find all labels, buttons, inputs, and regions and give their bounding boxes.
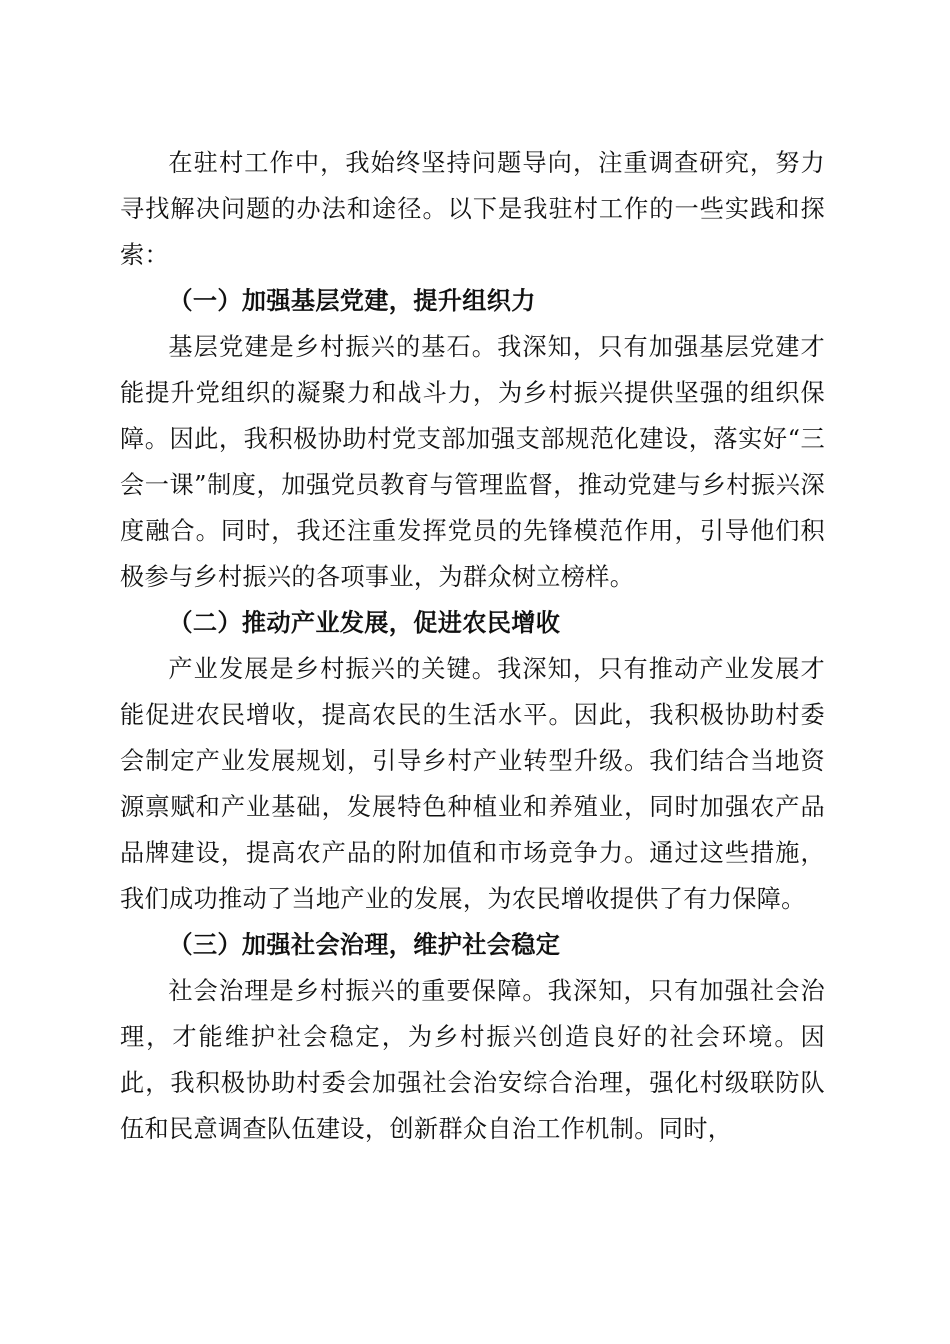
intro-paragraph: 在驻村工作中，我始终坚持问题导向，注重调查研究，努力寻找解决问题的办法和途径。以下是我驻村工作的一些实践和探索： bbox=[120, 149, 825, 269]
section-1-heading: （一）加强基层党建，提升组织力 bbox=[168, 286, 536, 315]
section-2-heading: （二）推动产业发展，促进农民增收 bbox=[168, 608, 561, 637]
section-2-body: 产业发展是乡村振兴的关键。我深知，只有推动产业发展才能促进农民增收，提高农民的生活水平。因此，我积极协助村委会制定产业发展规划，引导乡村产业转型升级。我们结合当地资源禀赋和产业基础，发展特色种植业和养殖业，同时加强农产品品牌建设，提高农产品的附加值和市场竞争力。通过这些措施，我们成功推动了当地产业的发展，为农民增收提供了有力保障。 bbox=[120, 655, 825, 913]
section-3-body: 社会治理是乡村振兴的重要保障。我深知，只有加强社会治理，才能维护社会稳定，为乡村振兴创造良好的社会环境。因此，我积极协助村委会加强社会治安综合治理，强化村级联防队伍和民意调查队伍建设，创新群众自治工作机制。同时， bbox=[120, 977, 825, 1143]
section-1-body: 基层党建是乡村振兴的基石。我深知，只有加强基层党建才能提升党组织的凝聚力和战斗力，为乡村振兴提供坚强的组织保障。因此，我积极协助村党支部加强支部规范化建设，落实好“三会一课”制度，加强党员教育与管理监督，推动党建与乡村振兴深度融合。同时，我还注重发挥党员的先锋模范作用，引导他们积极参与乡村振兴的各项事业，为群众树立榜样。 bbox=[120, 333, 825, 591]
document-page bbox=[120, 140, 825, 1152]
section-3-heading: （三）加强社会治理，维护社会稳定 bbox=[168, 930, 561, 959]
